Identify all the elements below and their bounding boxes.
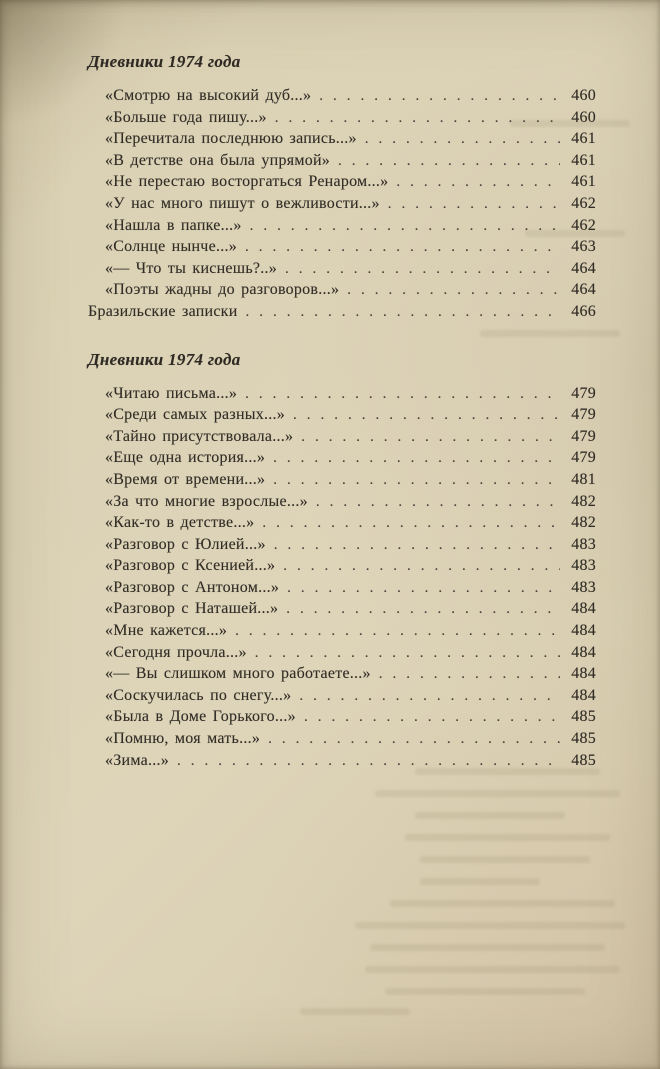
dot-leader	[274, 536, 560, 554]
dot-leader	[273, 471, 560, 489]
toc-entry	[88, 130, 596, 152]
entry-title: «Сегодня прочла...»	[105, 643, 247, 661]
showthrough-line	[385, 988, 585, 995]
showthrough-line	[375, 790, 620, 797]
showthrough-line	[415, 812, 565, 819]
entry-title: «Тайно присутствовала...»	[105, 427, 294, 445]
entry-title: Бразильские записки	[88, 302, 238, 320]
dot-leader	[245, 385, 560, 403]
toc-entry	[88, 536, 596, 558]
showthrough-line	[365, 966, 620, 973]
toc-entry	[88, 406, 596, 428]
dot-leader	[286, 600, 560, 618]
entry-title: «Солнце нынче...»	[105, 238, 237, 256]
toc-entry	[88, 109, 596, 131]
toc-entry	[88, 493, 596, 515]
entry-title: «Помню, моя мать...»	[105, 730, 261, 748]
entry-page-number: 484	[571, 600, 596, 618]
entry-title: «Как-то в детстве...»	[105, 514, 255, 532]
entry-title: «Зима...»	[105, 751, 169, 769]
entry-title: «Не перестаю восторгаться Ренаром...»	[105, 173, 389, 191]
dot-leader	[304, 708, 560, 726]
dot-leader	[285, 260, 560, 278]
toc-entry	[88, 173, 596, 195]
entry-page-number: 462	[571, 216, 596, 234]
entry-title: «— Что ты киснешь?..»	[105, 259, 277, 277]
entry-page-number: 484	[571, 643, 596, 661]
dot-leader	[316, 493, 560, 511]
entry-page-number: 484	[571, 622, 596, 640]
dot-leader	[235, 622, 560, 640]
showthrough-line	[355, 922, 625, 929]
dot-leader	[338, 152, 560, 170]
entry-title: «Нашла в папке...»	[105, 216, 242, 234]
entry-title: «Больше года пишу...»	[105, 108, 267, 126]
entry-page-number: 482	[571, 492, 596, 510]
entry-page-number: 483	[571, 535, 596, 553]
section-heading: Дневники 1974 года	[88, 349, 241, 369]
dot-leader	[347, 281, 560, 299]
showthrough-line	[390, 900, 615, 907]
dot-leader	[396, 173, 560, 191]
entry-page-number: 462	[571, 194, 596, 212]
toc-entry	[88, 303, 596, 325]
toc-entry	[88, 665, 596, 687]
entry-title: «Поэты жадны до разговоров...»	[105, 281, 340, 299]
entry-page-number: 485	[571, 751, 596, 769]
toc-section	[88, 52, 596, 325]
entry-title: «У нас много пишут о вежливости...»	[105, 194, 380, 212]
toc-entry	[88, 600, 596, 622]
entry-title: «Мне кажется...»	[105, 622, 228, 640]
toc-entry	[88, 730, 596, 752]
toc-entry	[88, 238, 596, 260]
showthrough-line	[370, 944, 605, 951]
entry-page-number: 479	[571, 406, 596, 424]
entry-page-number: 484	[571, 665, 596, 683]
entry-page-number: 484	[571, 686, 596, 704]
entry-page-number: 483	[571, 557, 596, 575]
dot-leader	[250, 217, 560, 235]
toc-entry	[88, 195, 596, 217]
entry-page-number: 479	[571, 427, 596, 445]
entry-page-number: 479	[571, 384, 596, 402]
showthrough-line	[420, 878, 540, 885]
entry-page-number: 466	[571, 302, 596, 320]
toc-entry	[88, 644, 596, 666]
toc-entry	[88, 471, 596, 493]
entry-title: «Соскучилась по снегу...»	[105, 686, 292, 704]
toc-entry	[88, 281, 596, 303]
dot-leader	[273, 449, 560, 467]
toc-entry	[88, 514, 596, 536]
entry-title: «За что многие взрослые...»	[105, 492, 308, 510]
entry-title: «Разговор с Ксенией...»	[105, 557, 276, 575]
toc-entry	[88, 87, 596, 109]
entry-page-number: 485	[571, 708, 596, 726]
dot-leader	[299, 687, 560, 705]
dot-leader	[177, 752, 560, 770]
toc-entry	[88, 708, 596, 730]
toc-entry	[88, 579, 596, 601]
table-of-contents	[88, 52, 596, 773]
entry-title: «В детстве она была упрямой»	[105, 151, 331, 169]
entry-page-number: 460	[571, 87, 596, 104]
entry-title: «Читаю письма...»	[105, 384, 238, 402]
entry-page-number: 483	[571, 578, 596, 596]
entry-title: «Смотрю на высокий дуб...»	[105, 87, 312, 104]
toc-entry	[88, 428, 596, 450]
showthrough-line	[405, 834, 610, 841]
dot-leader	[275, 109, 560, 127]
toc-entry	[88, 449, 596, 471]
showthrough-line	[300, 1008, 410, 1015]
entry-title: «Среди самых разных...»	[105, 406, 286, 424]
toc-entry	[88, 152, 596, 174]
entry-title: «Была в Доме Горького...»	[105, 708, 296, 726]
toc-entry	[88, 260, 596, 282]
entry-page-number: 460	[571, 108, 596, 126]
toc-entry	[88, 622, 596, 644]
dot-leader	[246, 303, 560, 321]
entry-page-number: 481	[571, 470, 596, 488]
showthrough-line	[420, 856, 590, 863]
entry-page-number: 464	[571, 259, 596, 277]
toc-entry	[88, 557, 596, 579]
entry-page-number: 485	[571, 730, 596, 748]
entry-title: «Перечитала последнюю запись...»	[105, 130, 357, 148]
entry-page-number: 461	[571, 130, 596, 148]
dot-leader	[268, 730, 560, 748]
entry-page-number: 464	[571, 281, 596, 299]
dot-leader	[293, 406, 560, 424]
toc-sections	[88, 52, 596, 773]
dot-leader	[255, 644, 560, 662]
entry-title: «Разговор с Юлией...»	[105, 535, 266, 553]
dot-leader	[283, 557, 560, 575]
entry-title: «Разговор с Наташей...»	[105, 600, 279, 618]
dot-leader	[365, 130, 560, 148]
entry-page-number: 461	[571, 151, 596, 169]
toc-entry	[88, 217, 596, 239]
dot-leader	[301, 428, 560, 446]
toc-entry	[88, 752, 596, 774]
toc-entry	[88, 687, 596, 709]
dot-leader	[262, 514, 560, 532]
entry-page-number: 463	[571, 238, 596, 256]
toc-section	[88, 350, 596, 774]
toc-entry	[88, 385, 596, 407]
entry-page-number: 482	[571, 514, 596, 532]
dot-leader	[245, 238, 560, 256]
section-heading: Дневники 1974 года	[88, 52, 241, 71]
dot-leader	[388, 195, 560, 213]
dot-leader	[319, 87, 560, 105]
entry-page-number: 461	[571, 173, 596, 191]
entry-title: «Время от времени...»	[105, 470, 266, 488]
entry-title: «— Вы слишком много работаете...»	[105, 665, 371, 683]
entry-title: «Разговор с Антоном...»	[105, 578, 280, 596]
dot-leader	[287, 579, 560, 597]
entry-title: «Еще одна история...»	[105, 449, 266, 467]
dot-leader	[379, 665, 560, 683]
entry-page-number: 479	[571, 449, 596, 467]
